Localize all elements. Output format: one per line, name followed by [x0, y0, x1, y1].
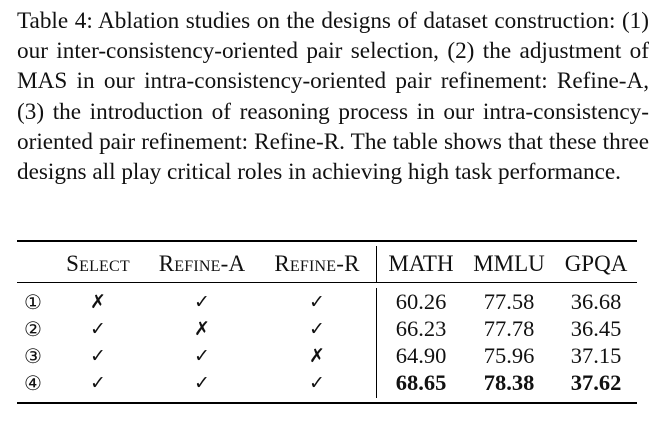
- top-rule: [17, 240, 637, 242]
- body-column-separator: [376, 288, 377, 398]
- row-id: ④: [24, 371, 42, 395]
- row-id: ①: [24, 290, 42, 314]
- table-caption: Table 4: Ablation studies on the designs of dataset construction: (1) our inter-consistency-oriented pair selection, (2) the adjustment of MAS in our intra-consistency-oriented pair refinement: Refine-A, (3) the introduction of reasoning process in our intra-consistency-oriented pair refinement: Refine-R. The table shows that these three designs all play critical roles in achieving high task performance.: [17, 8, 649, 186]
- row-refine-a-mark: ✗: [194, 318, 210, 340]
- row-refine-r-mark: ✓: [309, 372, 325, 394]
- row-refine-r-mark: ✗: [309, 345, 325, 367]
- row-select-mark: ✓: [90, 372, 106, 394]
- header-refine-r: Refine-R: [274, 251, 360, 276]
- row-refine-r-mark: ✓: [309, 318, 325, 340]
- row-gpqa-value: 37.15: [570, 343, 622, 368]
- row-gpqa-value: 36.45: [570, 316, 622, 341]
- row-id: ②: [24, 317, 42, 341]
- row-gpqa-value-best: 37.62: [570, 370, 622, 395]
- row-math-value: 66.23: [395, 316, 447, 341]
- row-mmlu-value: 75.96: [483, 343, 535, 368]
- row-refine-a-mark: ✓: [194, 291, 210, 313]
- header-column-separator: [376, 246, 377, 282]
- row-mmlu-value: 77.58: [483, 289, 535, 314]
- header-math: MATH: [388, 251, 454, 276]
- row-mmlu-value-best: 78.38: [483, 370, 535, 395]
- header-select: Select: [66, 251, 130, 276]
- row-math-value: 60.26: [395, 289, 447, 314]
- row-select-mark: ✗: [90, 291, 106, 313]
- row-select-mark: ✓: [90, 318, 106, 340]
- row-mmlu-value: 77.78: [483, 316, 535, 341]
- row-select-mark: ✓: [90, 345, 106, 367]
- header-refine-a: Refine-A: [158, 251, 246, 276]
- row-refine-a-mark: ✓: [194, 372, 210, 394]
- row-id: ③: [24, 344, 42, 368]
- bottom-rule: [17, 402, 637, 404]
- row-gpqa-value: 36.68: [570, 289, 622, 314]
- row-refine-a-mark: ✓: [194, 345, 210, 367]
- row-math-value-best: 68.65: [395, 370, 447, 395]
- header-gpqa: GPQA: [564, 251, 628, 276]
- header-rule: [17, 282, 637, 283]
- row-refine-r-mark: ✓: [309, 291, 325, 313]
- header-mmlu: MMLU: [473, 251, 545, 276]
- row-math-value: 64.90: [395, 343, 447, 368]
